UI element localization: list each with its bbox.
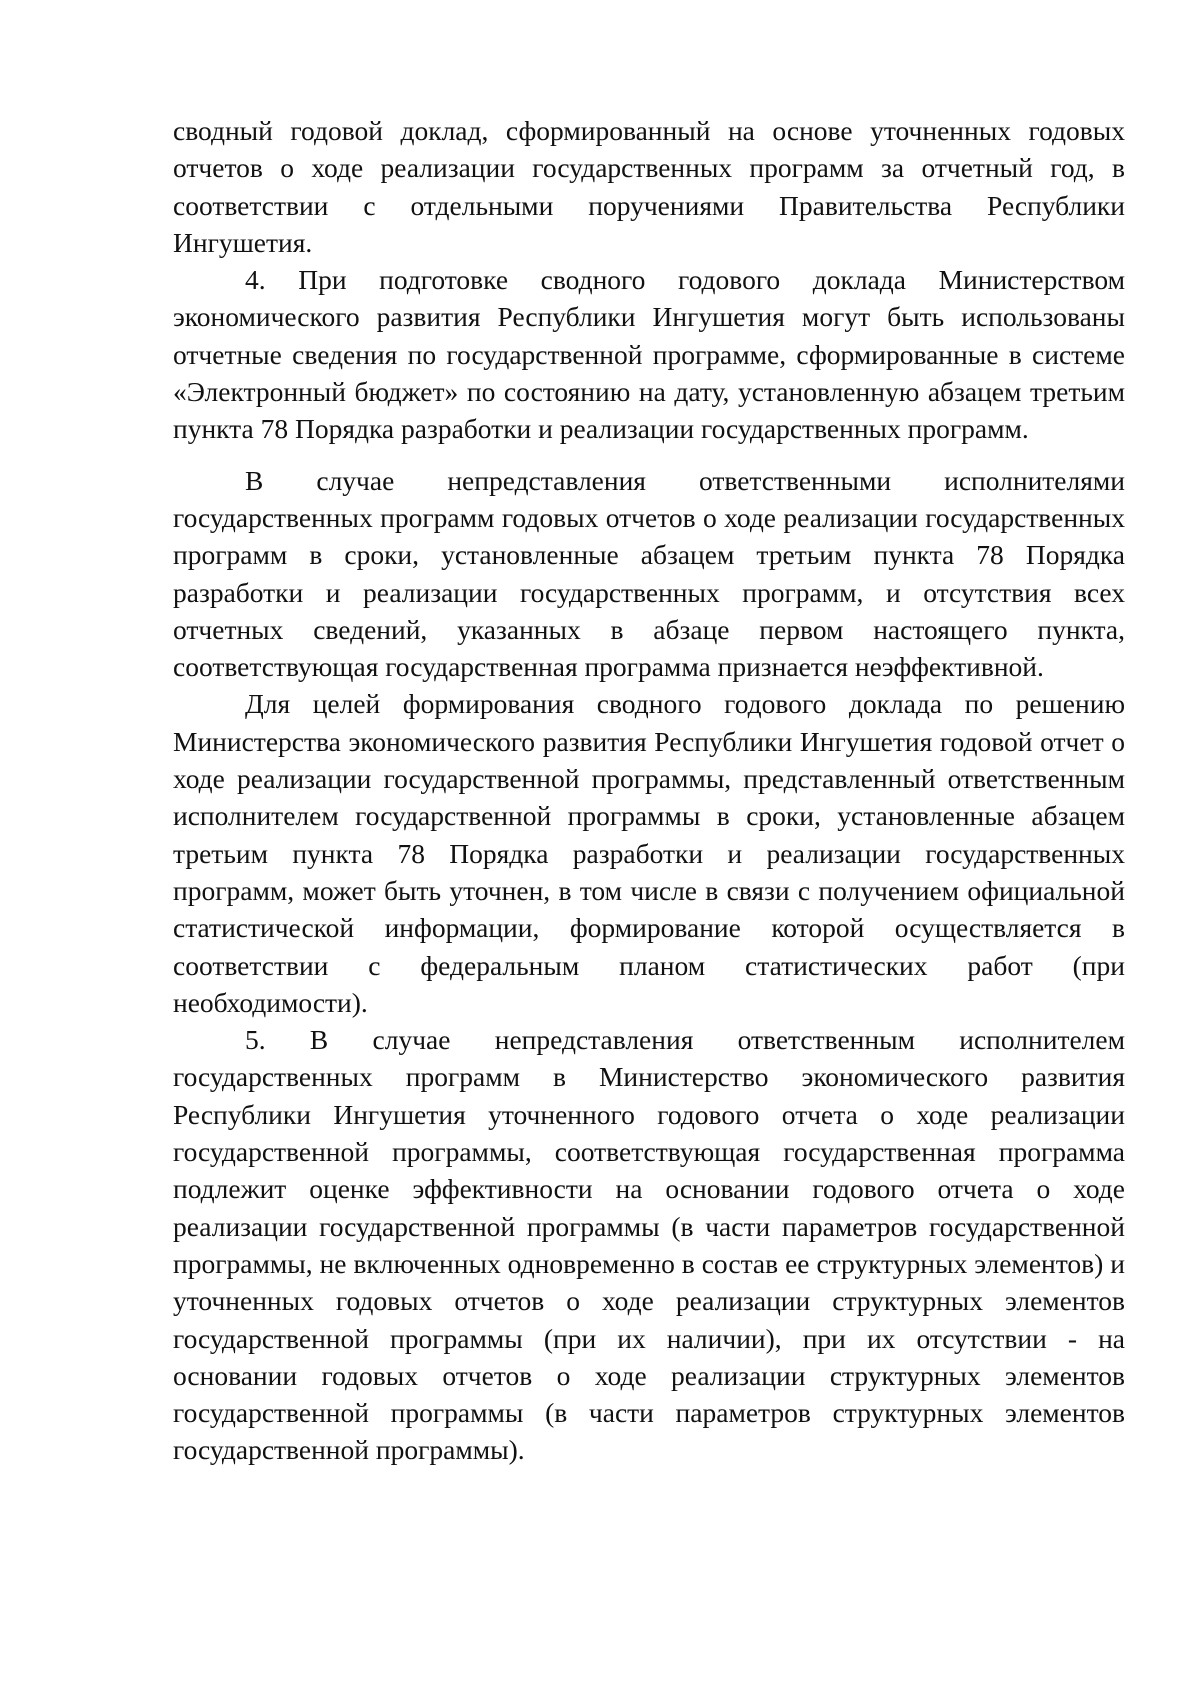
paragraph-non-submission: В случае непредставления ответственными исполнителями государственных программ годовых отчетов о ходе реализации государственных программ в сроки, установленные абзацем третьим пункта 78 Порядка разработки и реализации государственных программ, и отсутствия всех отчетных сведений, указанных в абзаце первом настоящего пункта, соответствующая государственная программа признается неэффективной.: [173, 464, 1125, 683]
paragraph-continuation: сводный годовой доклад, сформированный на основе уточненных годовых отчетов о ходе реализации государственных программ за отчетный год, в соответствии с отдельными поручениями Правительства Республики Ингушетия.: [173, 115, 1125, 258]
paragraph-item-5: 5. В случае непредставления ответственным исполнителем государственных программ в Министерство экономического развития Республики Ингушетия уточненного годового отчета о ходе реализации государственной программы, соответствующая государственная программа подлежит оценке эффективности на основании годового отчета о ходе реализации государственной программы (в части параметров государственной программы, не включенных одновременно в состав ее структурных элементов) и уточненных годовых отчетов о ходе реализации структурных элементов государственной программы (при их наличии), при их отсутствии - на основании годовых отчетов о ходе реализации структурных элементов государственной программы (в части параметров структурных элементов государственной программы).: [173, 1024, 1125, 1466]
paragraph-item-4: 4. При подготовке сводного годового доклада Министерством экономического развития Республики Ингушетия могут быть использованы отчетные сведения по государственной программе, сформированные в системе «Электронный бюджет» по состоянию на дату, установленную абзацем третьим пункта 78 Порядка разработки и реализации государственных программ.: [173, 264, 1125, 445]
document-body: [173, 112, 1125, 1469]
paragraph-report-refinement: Для целей формирования сводного годового доклада по решению Министерства экономического развития Республики Ингушетия годовой отчет о ходе реализации государственной программы, представленный ответственным исполнителем государственной программы в сроки, установленные абзацем третьим пункта 78 Порядка разработки и реализации государственных программ, может быть уточнен, в том числе в связи с получением официальной статистической информации, формирование которой осуществляется в соответствии с федеральным планом статистических работ (при необходимости).: [173, 688, 1125, 1018]
